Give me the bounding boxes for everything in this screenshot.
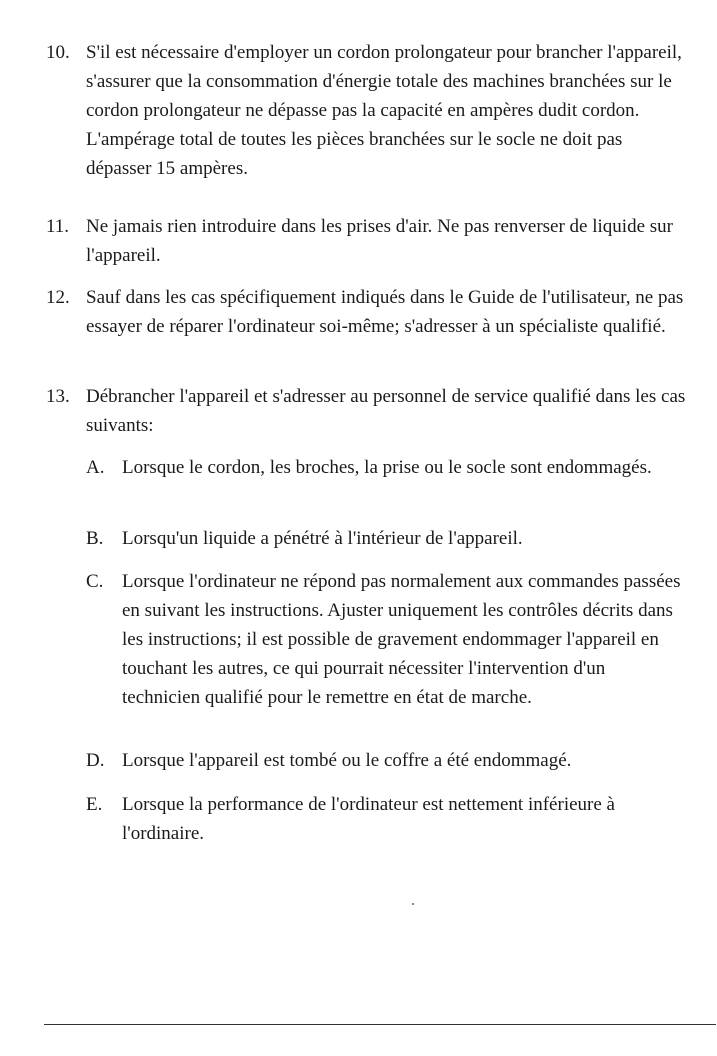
item-number: 12. xyxy=(46,287,70,308)
sub-item-letter: E. xyxy=(86,794,103,815)
sub-item-letter: A. xyxy=(86,457,105,478)
item-number: 11. xyxy=(46,216,70,237)
sub-list-item xyxy=(86,524,686,553)
item-text: Ne jamais rien introduire dans les prises d'air. Ne pas renverser de liquide sur l'appareil. xyxy=(86,216,673,266)
item-number: 10. xyxy=(46,42,70,63)
sub-item-letter: B. xyxy=(86,528,104,549)
sub-list-item xyxy=(86,746,686,775)
list-item xyxy=(46,212,686,270)
item-text: Sauf dans les cas spécifiquement indiqués dans le Guide de l'utilisateur, ne pas essayer de réparer l'ordinateur soi-même; s'adresser à un spécialiste qualifié. xyxy=(86,287,684,337)
sub-item-letter: C. xyxy=(86,571,104,592)
sub-item-text: Lorsqu'un liquide a pénétré à l'intérieur de l'appareil. xyxy=(122,528,523,549)
sub-list-item xyxy=(86,453,686,482)
list-item xyxy=(46,38,686,183)
list-item xyxy=(46,283,686,341)
item-text: S'il est nécessaire d'employer un cordon prolongateur pour brancher l'appareil, s'assurer que la consommation d'énergie totale des machines branchées sur le cordon prolongateur ne dépasse pas la capacité en ampères dudit cordon. L'ampérage total de toutes les pièces branchées sur le socle ne doit pas dépasser 15 ampères. xyxy=(86,42,682,179)
sub-list-item xyxy=(86,567,686,712)
sub-item-text: Lorsque la performance de l'ordinateur est nettement inférieure à l'ordinaire. xyxy=(122,794,615,844)
item-number: 13. xyxy=(46,386,70,407)
item-text: Débrancher l'appareil et s'adresser au personnel de service qualifié dans les cas suivants: xyxy=(86,386,686,436)
sub-item-text: Lorsque le cordon, les broches, la prise ou le socle sont endommagés. xyxy=(122,457,652,478)
sub-item-text: Lorsque l'appareil est tombé ou le coffre a été endommagé. xyxy=(122,750,572,771)
sub-item-letter: D. xyxy=(86,750,105,771)
sub-list-item xyxy=(86,790,686,848)
footer-rule xyxy=(44,1024,716,1025)
stray-dot xyxy=(412,903,414,905)
list-item xyxy=(46,382,686,440)
sub-item-text: Lorsque l'ordinateur ne répond pas normalement aux commandes passées en suivant les instructions. Ajuster uniquement les contrôles décrits dans les instructions; il est possible de gravement endommager l'appareil en touchant les autres, ce qui pourrait nécessiter l'intervention d'un technicien qualifié pour le remettre en état de marche. xyxy=(122,571,681,708)
